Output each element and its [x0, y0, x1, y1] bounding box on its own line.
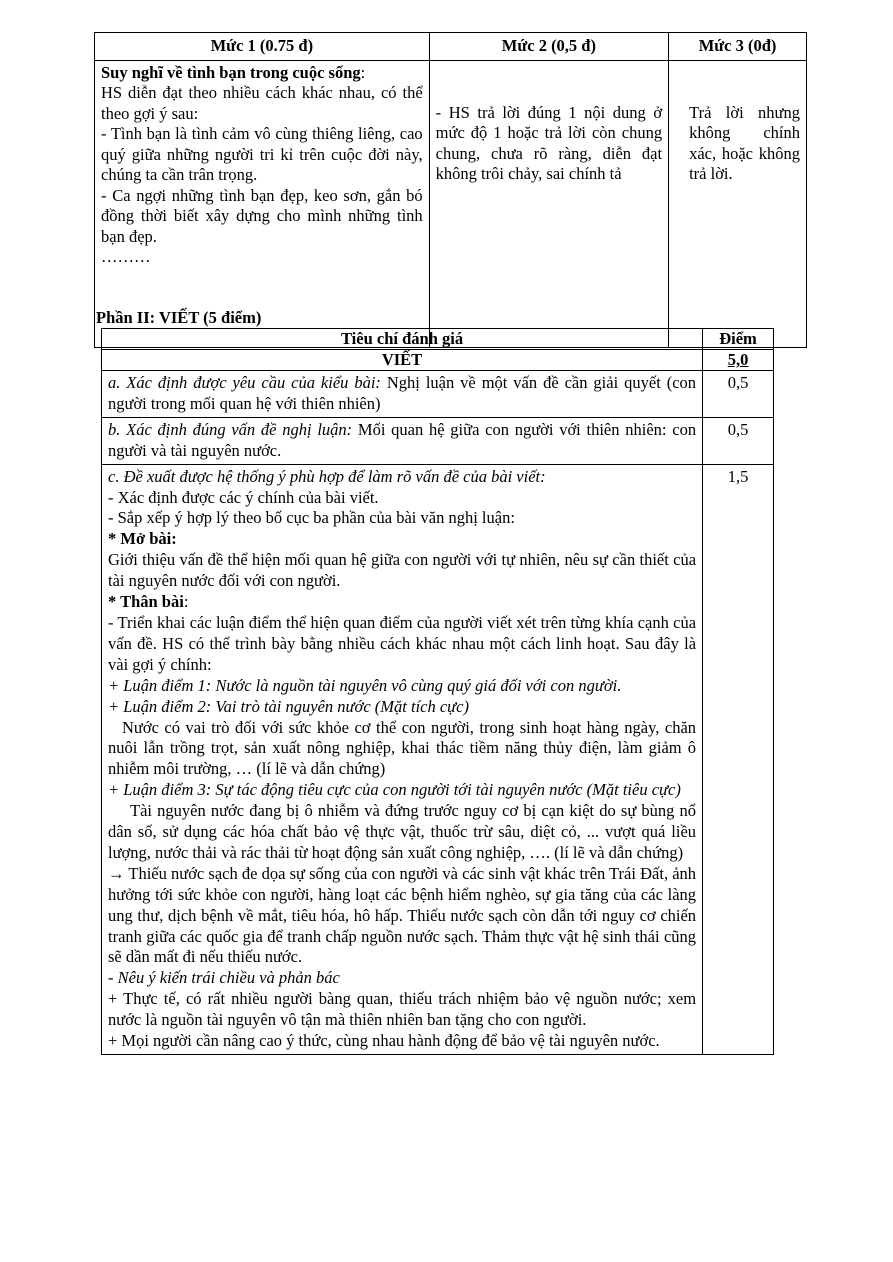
criteria-a — [102, 371, 703, 418]
than-bai-text: - Triển khai các luận điểm thể hiện quan điểm của người viết xét trên từng khía cạnh của vấn đề. HS có thể trình bày bằng nhiều cách khác nhau một cách linh hoạt. Sau đây là vài gợi ý chính: — [108, 612, 697, 674]
header-level-2: Mức 2 (0,5 đ) — [429, 33, 668, 61]
counter-1: + Thực tế, có rất nhiều người bàng quan, thiếu trách nhiệm bảo vệ nguồn nước; xem nước là nguồn tài nguyên vô tận mà thiên nhiên ban tặng cho con người. — [108, 989, 697, 1030]
rubric-table-writing — [101, 328, 774, 1055]
header-criteria: Tiêu chí đánh giá — [102, 329, 703, 350]
luan-diem-3: + Luận điểm 3: Sự tác động tiêu cực của con người tới tài nguyên nước (Mặt tiêu cực) — [108, 780, 681, 800]
header-level-3: Mức 3 (0đ) — [669, 33, 807, 61]
viet-label: VIẾT — [102, 350, 703, 371]
criteria-a-text: Nghị luận về một vấn đề cần giải quyết (con người trong mối quan hệ với thiên nhiên) — [108, 373, 697, 413]
criteria-b-text: Mối quan hệ giữa con người với thiên nhiên: con người và tài nguyên nước. — [108, 419, 697, 460]
criteria-a-label: a. Xác định được yêu cầu của kiểu bài: — [108, 373, 381, 392]
criteria-b — [102, 417, 703, 464]
criteria-c-line: - Xác định được các ý chính của bài viết. — [108, 487, 379, 507]
luan-diem-3-body: Tài nguyên nước đang bị ô nhiễm và đứng trước nguy cơ bị cạn kiệt do sự bùng nổ dân số, sử dụng các hóa chất bảo vệ thực vật, thuốc trừ sâu, diệt cỏ, ... vượt quá liều lượng, nước thải và rác thải từ hoạt động sản xuất công nghiệp, …. (lí lẽ và dẫn chứng) — [108, 801, 697, 862]
mo-bai-heading: * Mở bài: — [108, 529, 177, 549]
header-score: Điểm — [703, 329, 774, 350]
criteria-c — [102, 464, 703, 1054]
level-3-cell: Trả lời nhưng không chính xác, hoặc không trả lời. — [669, 60, 807, 347]
level-1-line: ……… — [101, 247, 151, 266]
header-level-1: Mức 1 (0.75 đ) — [95, 33, 430, 61]
score-c: 1,5 — [703, 464, 774, 1054]
level-1-title: Suy nghĩ về tình bạn trong cuộc sống — [101, 62, 361, 82]
than-bai-heading: * Thân bài — [108, 592, 184, 612]
level-1-cell — [95, 60, 430, 347]
luan-diem-2: + Luận điểm 2: Vai trò tài nguyên nước (Mặt tích cực) — [108, 696, 469, 716]
mo-bai-text: Giới thiệu vấn đề thể hiện mối quan hệ giữa con người với tự nhiên, nêu sự cần thiết của tài nguyên nước đối với con người. — [108, 550, 697, 591]
counter-2: + Mọi người cần nâng cao ý thức, cùng nhau hành động để bảo vệ tài nguyên nước. — [108, 1031, 660, 1051]
score-a: 0,5 — [703, 371, 774, 418]
level-1-title-suffix: : — [360, 62, 366, 82]
rubric-table-levels — [94, 32, 807, 348]
luan-diem-1: + Luận điểm 1: Nước là nguồn tài nguyên vô cùng quý giá đối với con người. — [108, 675, 622, 695]
criteria-c-label: c. Đề xuất được hệ thống ý phù hợp để làm rõ vấn đề của bài viết: — [108, 466, 546, 486]
section-2-title: Phần II: VIẾT (5 điểm) — [96, 308, 262, 327]
level-1-line: HS diễn đạt theo nhiều cách khác nhau, có thể theo gợi ý sau: — [101, 83, 423, 123]
counter-heading: - Nêu ý kiến trái chiều và phản bác — [108, 968, 340, 988]
level-2-cell: - HS trả lời đúng 1 nội dung ở mức độ 1 hoặc trả lời còn chung chung, chưa rõ ràng, diễn đạt không trôi chảy, sai chính tả — [429, 60, 668, 347]
level-1-line: - Ca ngợi những tình bạn đẹp, keo sơn, gắn bó đồng thời biết xây dựng cho mình những tình bạn đẹp. — [101, 185, 423, 246]
viet-score: 5,0 — [703, 350, 774, 371]
criteria-b-label: b. Xác định đúng vấn đề nghị luận: — [108, 419, 353, 439]
luan-diem-2-body: Nước có vai trò đối với sức khỏe cơ thể con người, trong sinh hoạt hàng ngày, chăn nuôi lẫn trồng trọt, sản xuất nông nghiệp, khai thác tiềm năng thủy điện, làm giảm ô nhiễm môi trường, … (lí lẽ và dẫn chứng) — [108, 717, 697, 779]
than-bai-colon: : — [183, 592, 189, 612]
criteria-c-line: - Sắp xếp ý hợp lý theo bố cục ba phần của bài văn nghị luận: — [108, 508, 515, 528]
consequence-text: → Thiếu nước sạch đe dọa sự sống của con người và các sinh vật khác trên Trái Đất, ảnh hưởng tới sức khỏe con người, hàng loạt các bệnh hiểm nghèo, sự gia tăng của các làng ung thư, dịch bệnh về mắt, tiêu hóa, hô hấp. Thiếu nước sạch còn dẫn tới nguy cơ chiến tranh giữa các quốc gia để tranh chấp nguồn nước sạch. Thảm thực vật hệ sinh thái cũng sẽ dần mất đi nếu thiếu nước. — [108, 863, 697, 967]
score-b: 0,5 — [703, 417, 774, 464]
level-1-line: - Tình bạn là tình cảm vô cùng thiêng liêng, cao quý giữa những người tri kỉ trên cuộc đời này, chúng ta cần trân trọng. — [101, 124, 423, 184]
